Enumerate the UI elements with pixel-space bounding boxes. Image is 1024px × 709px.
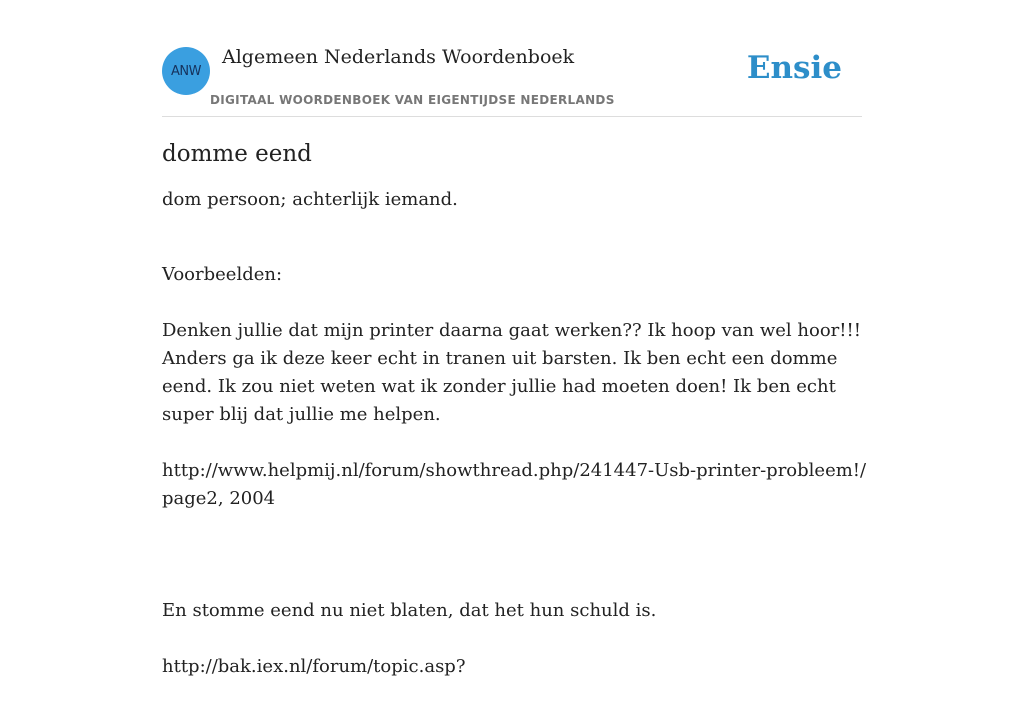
example-divider — [162, 541, 867, 569]
examples-label: Voorbeelden: — [162, 264, 283, 285]
site-title[interactable]: Algemeen Nederlands Woordenboek — [222, 46, 575, 68]
example-source: http://bak.iex.nl/forum/topic.asp? — [162, 656, 466, 677]
ensie-brand-logo[interactable]: Ensie — [746, 50, 842, 86]
example-source: http://www.helpmij.nl/forum/showthread.php/241447-Usb-printer-probleem!/page2, 2004 — [162, 460, 867, 509]
example-text: En stomme eend nu niet blaten, dat het hun schuld is. — [162, 600, 657, 621]
entry-content — [162, 136, 867, 709]
anw-logo-icon[interactable]: ANW — [162, 47, 210, 95]
site-header — [162, 40, 862, 117]
entry-term: domme eend — [162, 141, 312, 167]
examples-section — [162, 233, 867, 709]
site-subtitle: DIGITAAL WOORDENBOEK VAN EIGENTIJDSE NEDERLANDS — [210, 93, 615, 107]
example-text: Denken jullie dat mijn printer daarna gaat werken?? Ik hoop van wel hoor!!! Anders ga ik deze keer echt in tranen uit barsten. Ik ben echt een domme eend. Ik zou niet weten wat ik zonder jullie had moeten doen! Ik ben echt super blij dat jullie me helpen. — [162, 320, 861, 425]
entry-definition: dom persoon; achterlijk iemand. — [162, 189, 458, 210]
